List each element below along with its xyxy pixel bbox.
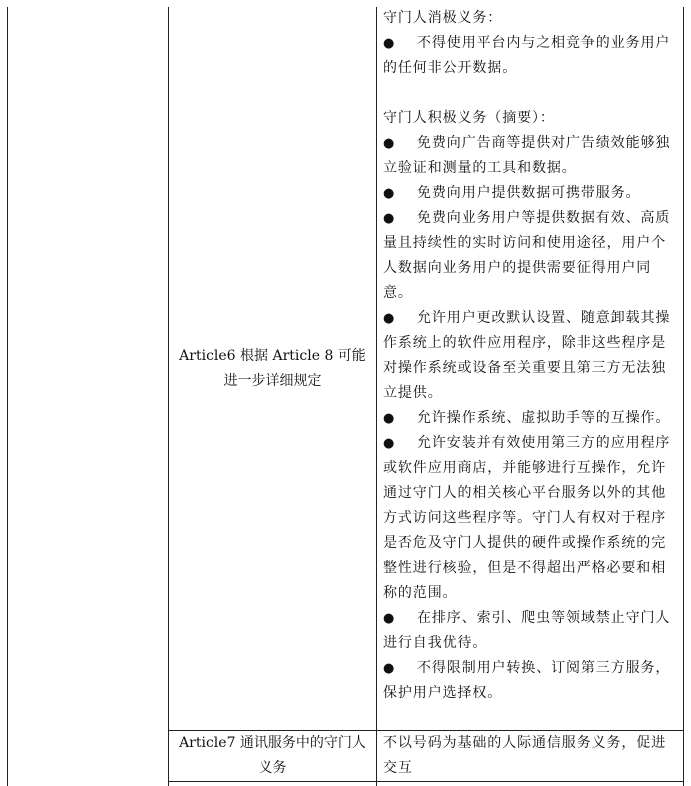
paragraph-gap	[383, 81, 671, 106]
bullet-icon: ●	[383, 411, 396, 426]
list-item	[383, 606, 671, 656]
article7-content-cell	[383, 731, 671, 781]
article6-cell	[172, 7, 373, 730]
list-item	[383, 181, 671, 206]
article7-content: 不以号码为基础的人际通信服务义务，促进交互	[383, 735, 667, 776]
list-item	[383, 656, 671, 706]
table-divider-1	[168, 7, 169, 786]
row-separator-bottom	[168, 781, 684, 782]
bullet-icon: ●	[383, 211, 396, 226]
article6-label: Article6 根据 Article 8 可能进一步详细规定	[179, 347, 366, 389]
list-item	[383, 31, 671, 81]
list-item-text: 允许操作系统、虚拟助手等的互操作。	[417, 410, 671, 426]
positive-obligations-heading: 守门人积极义务（摘要）：	[383, 110, 555, 126]
list-item	[383, 406, 671, 431]
list-item-text: 允许安装并有效使用第三方的应用程序或软件应用商店，并能够进行互操作，允许通过守门人的相关核心平台服务以外的其他方式访问这些程序等。守门人有权对于程序是否危及守门人提供的硬件或操作系统的完整性进行核验，但是不得超出严格必要和相称的范围。	[383, 435, 671, 601]
negative-obligations-heading: 守门人消极义务：	[383, 10, 503, 26]
bullet-icon: ●	[383, 36, 396, 51]
list-item-text: 免费向用户提供数据可携带服务。	[417, 185, 641, 201]
list-item-text: 在排序、索引、爬虫等领域禁止守门人进行自我优待。	[383, 610, 671, 651]
list-item	[383, 306, 671, 406]
article6-obligations-cell	[383, 6, 671, 706]
table-border-right	[683, 7, 684, 786]
list-item-text: 不得限制用户转换、订阅第三方服务，保护用户选择权。	[383, 660, 671, 701]
list-item-text: 不得使用平台内与之相竞争的业务用户的任何非公开数据。	[383, 35, 671, 76]
list-item-text: 免费向广告商等提供对广告绩效能够独立验证和测量的工具和数据。	[383, 135, 671, 176]
table-divider-2	[376, 7, 377, 786]
bullet-icon: ●	[383, 186, 396, 201]
bullet-icon: ●	[383, 311, 396, 326]
list-item	[383, 206, 671, 306]
bullet-icon: ●	[383, 661, 396, 676]
list-item	[383, 131, 671, 181]
list-item	[383, 431, 671, 606]
bullet-icon: ●	[383, 611, 396, 626]
table-border-left	[7, 7, 8, 786]
article7-label: Article7 通讯服务中的守门人义务	[179, 735, 366, 776]
list-item-text: 免费向业务用户等提供数据有效、高质量且持续性的实时访问和使用途径，用户个人数据向业务用户的提供需要征得用户同意。	[383, 210, 671, 301]
article7-cell	[172, 731, 373, 781]
bullet-icon: ●	[383, 136, 396, 151]
list-item-text: 允许用户更改默认设置、随意卸载其操作系统上的软件应用程序，除非这些程序是对操作系统或设备至关重要且第三方无法独立提供。	[383, 310, 671, 401]
bullet-icon: ●	[383, 436, 396, 451]
